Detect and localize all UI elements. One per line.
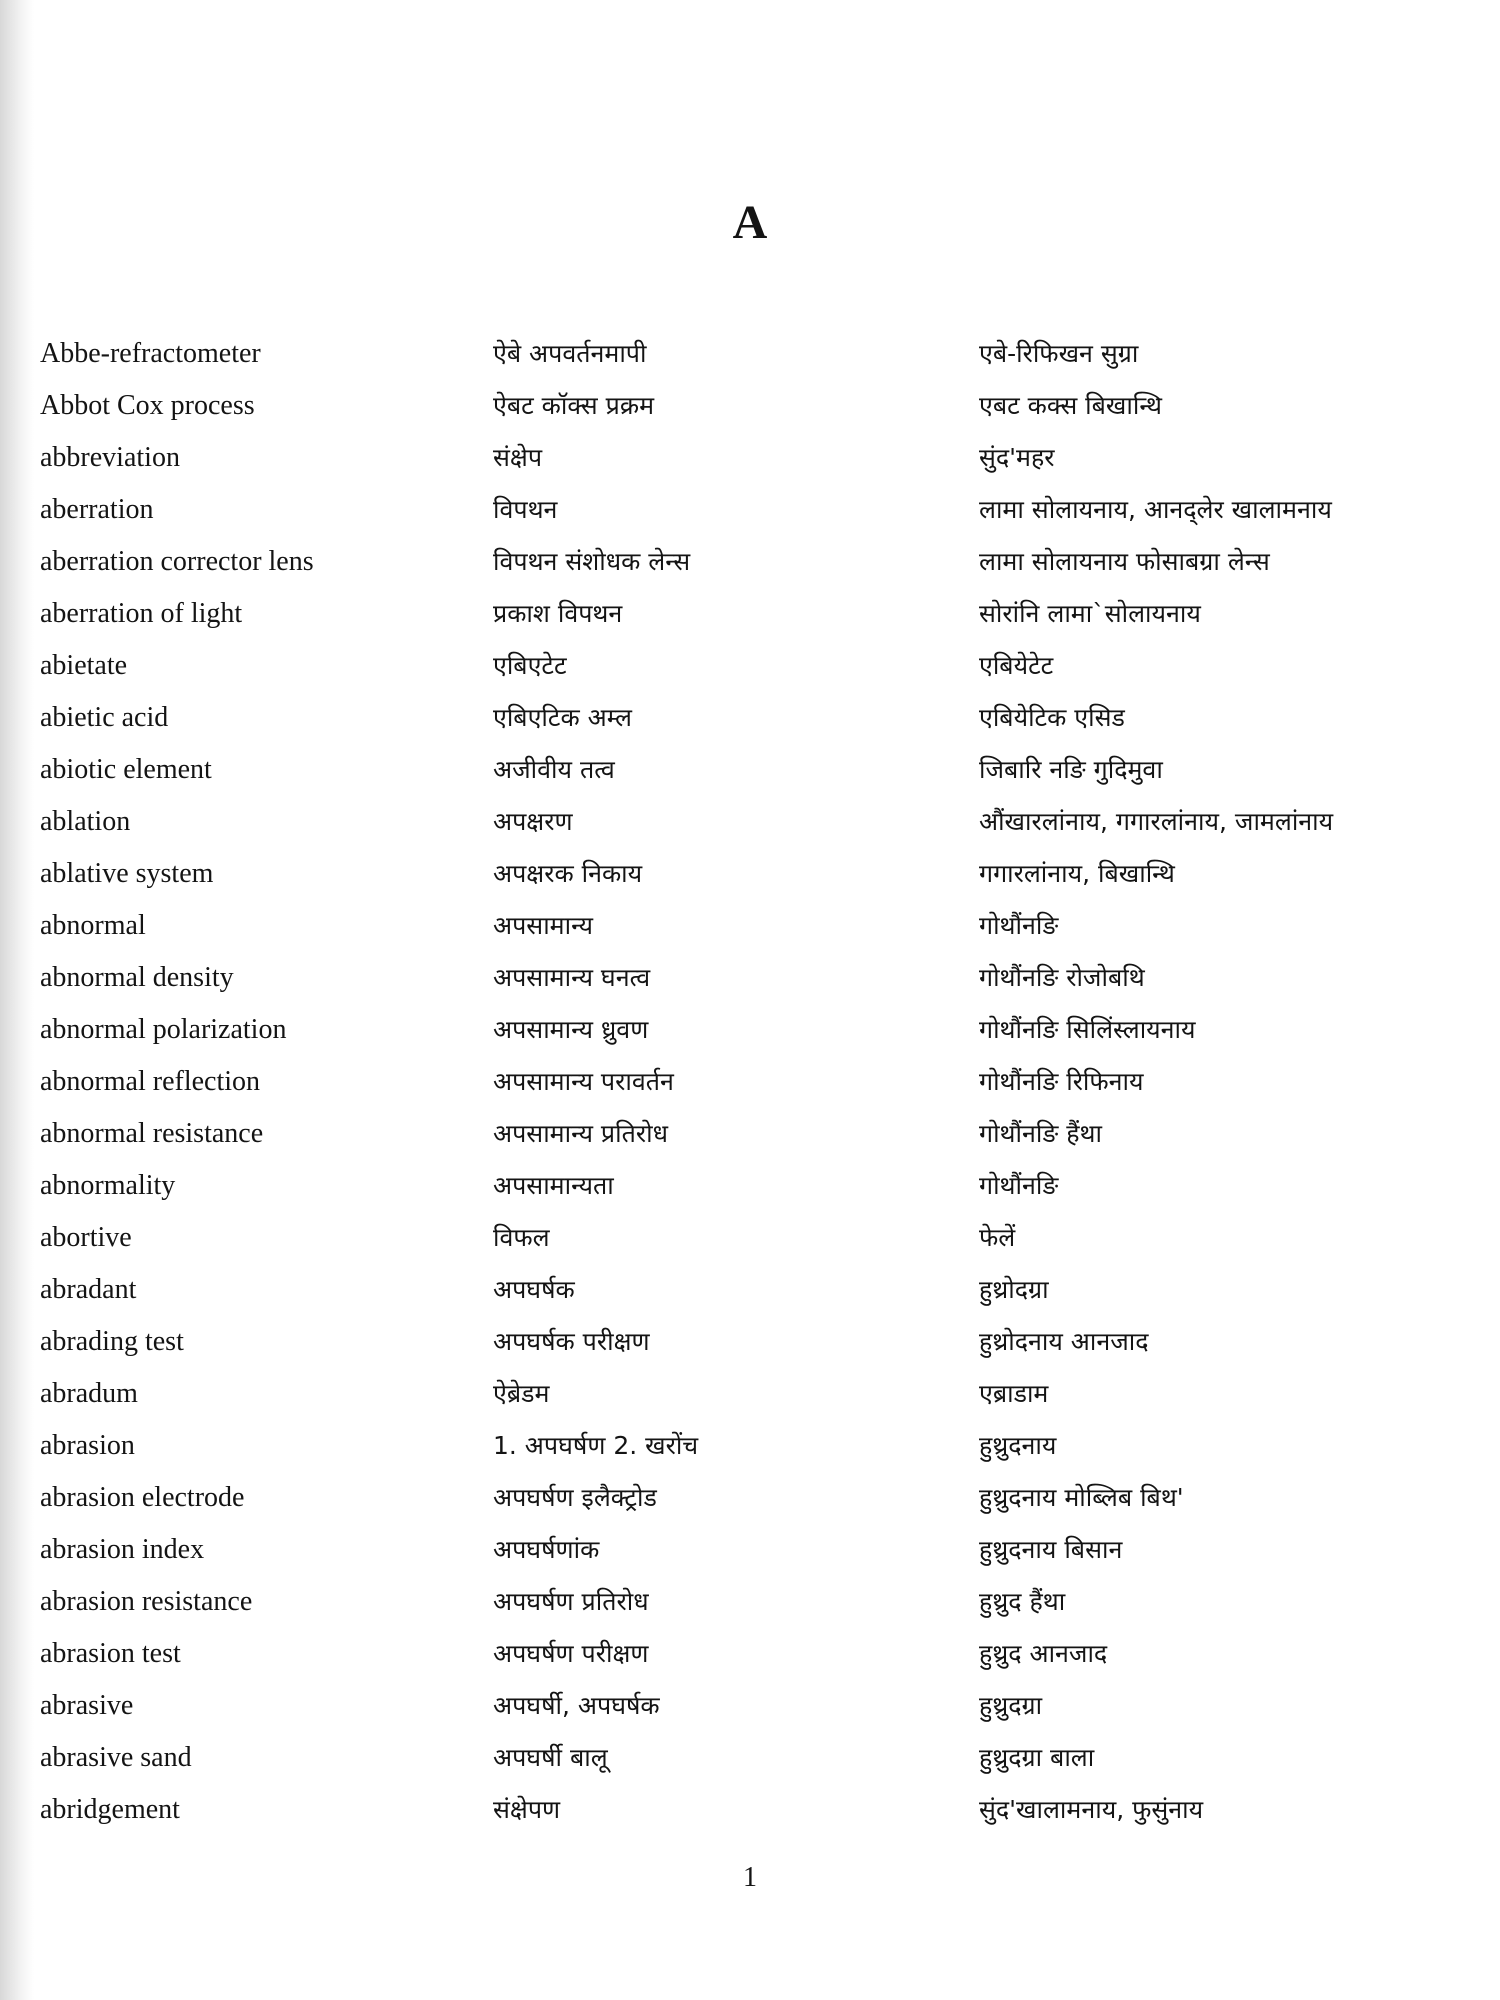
bodo-equivalent: गोथौंनङि सिलिंस्लायनाय bbox=[979, 1015, 1196, 1044]
bodo-equivalent: हुथ्रुदग्रा बाला bbox=[979, 1743, 1095, 1772]
bodo-equivalent: एब्राडाम bbox=[979, 1379, 1049, 1408]
english-term: abrasion test bbox=[40, 1638, 181, 1669]
hindi-equivalent: अपघर्षी बालू bbox=[493, 1743, 608, 1772]
glossary-entry bbox=[0, 484, 1500, 536]
bodo-equivalent: औंखारलांनाय, गगारलांनाय, जामलांनाय bbox=[979, 807, 1334, 836]
hindi-equivalent: 1. अपघर्षण 2. खरोंच bbox=[493, 1431, 699, 1460]
hindi-equivalent: अजीवीय तत्व bbox=[493, 755, 615, 784]
english-term: aberration of light bbox=[40, 598, 243, 629]
hindi-equivalent: प्रकाश विपथन bbox=[493, 599, 623, 628]
bodo-equivalent: हुथ्रोदग्रा bbox=[979, 1275, 1049, 1304]
glossary-entries bbox=[0, 328, 1500, 1836]
english-term: abrasion resistance bbox=[40, 1586, 253, 1617]
bodo-equivalent: गगारलांनाय, बिखान्थि bbox=[979, 859, 1175, 888]
english-term: abrasion index bbox=[40, 1534, 205, 1565]
english-term: abiotic element bbox=[40, 754, 212, 785]
hindi-equivalent: ऐबट कॉक्स प्रक्रम bbox=[493, 391, 655, 420]
glossary-entry bbox=[0, 1420, 1500, 1472]
english-term: ablative system bbox=[40, 858, 214, 889]
bodo-equivalent: हुथ्रुदनाय मोब्लिब बिथ' bbox=[979, 1483, 1184, 1512]
bodo-equivalent: सोरांनि लामा`सोलायनाय bbox=[979, 599, 1201, 628]
hindi-equivalent: ऐबे अपवर्तनमापी bbox=[493, 339, 647, 368]
hindi-equivalent: अपसामान्य परावर्तन bbox=[493, 1067, 674, 1096]
glossary-entry bbox=[0, 1004, 1500, 1056]
glossary-entry bbox=[0, 1576, 1500, 1628]
bodo-equivalent: लामा सोलायनाय, आनद्लेर खालामनाय bbox=[979, 495, 1332, 524]
hindi-equivalent: एबिएटेट bbox=[493, 651, 567, 680]
hindi-equivalent: विफल bbox=[493, 1223, 550, 1252]
glossary-entry bbox=[0, 1368, 1500, 1420]
bodo-equivalent: लामा सोलायनाय फोसाबग्रा लेन्स bbox=[979, 547, 1270, 576]
english-term: aberration corrector lens bbox=[40, 546, 314, 577]
english-term: ablation bbox=[40, 806, 131, 837]
english-term: abradum bbox=[40, 1378, 138, 1409]
glossary-entry bbox=[0, 1212, 1500, 1264]
glossary-entry bbox=[0, 588, 1500, 640]
glossary-entry bbox=[0, 1108, 1500, 1160]
glossary-entry bbox=[0, 1264, 1500, 1316]
glossary-entry bbox=[0, 1524, 1500, 1576]
bodo-equivalent: हुथ्रुदनाय bbox=[979, 1431, 1057, 1460]
glossary-entry bbox=[0, 692, 1500, 744]
glossary-entry bbox=[0, 328, 1500, 380]
bodo-equivalent: फेलें bbox=[979, 1223, 1016, 1252]
english-term: Abbe-refractometer bbox=[40, 338, 261, 369]
english-term: abrasive bbox=[40, 1690, 134, 1721]
glossary-entry bbox=[0, 640, 1500, 692]
bodo-equivalent: हुथ्रुदग्रा bbox=[979, 1691, 1043, 1720]
hindi-equivalent: अपघर्षक परीक्षण bbox=[493, 1327, 650, 1356]
glossary-entry bbox=[0, 1732, 1500, 1784]
bodo-equivalent: गोथौंनङि bbox=[979, 1171, 1059, 1200]
hindi-equivalent: अपघर्षण प्रतिरोध bbox=[493, 1587, 649, 1616]
english-term: abortive bbox=[40, 1222, 132, 1253]
hindi-equivalent: अपक्षरक निकाय bbox=[493, 859, 643, 888]
english-term: abradant bbox=[40, 1274, 137, 1305]
english-term: abbreviation bbox=[40, 442, 180, 473]
hindi-equivalent: अपसामान्य bbox=[493, 911, 593, 940]
hindi-equivalent: विपथन संशोधक लेन्स bbox=[493, 547, 691, 576]
glossary-entry bbox=[0, 1472, 1500, 1524]
bodo-equivalent: हुथ्रुदनाय बिसान bbox=[979, 1535, 1123, 1564]
hindi-equivalent: अपघर्षण परीक्षण bbox=[493, 1639, 649, 1668]
hindi-equivalent: अपक्षरण bbox=[493, 807, 573, 836]
glossary-entry bbox=[0, 1160, 1500, 1212]
bodo-equivalent: गोथौंनङि रिफिनाय bbox=[979, 1067, 1144, 1096]
glossary-entry bbox=[0, 848, 1500, 900]
english-term: aberration bbox=[40, 494, 154, 525]
glossary-entry bbox=[0, 1316, 1500, 1368]
glossary-entry bbox=[0, 380, 1500, 432]
english-term: abrading test bbox=[40, 1326, 184, 1357]
hindi-equivalent: एबिएटिक अम्ल bbox=[493, 703, 632, 732]
hindi-equivalent: अपसामान्य प्रतिरोध bbox=[493, 1119, 668, 1148]
bodo-equivalent: सुंद'खालामनाय, फुसुंनाय bbox=[979, 1795, 1204, 1824]
hindi-equivalent: अपघर्षक bbox=[493, 1275, 575, 1304]
english-term: abnormal polarization bbox=[40, 1014, 287, 1045]
glossary-entry bbox=[0, 900, 1500, 952]
bodo-equivalent: एबियेटेट bbox=[979, 651, 1054, 680]
glossary-entry bbox=[0, 1056, 1500, 1108]
page-letter-heading: A bbox=[732, 196, 768, 249]
english-term: abietate bbox=[40, 650, 128, 681]
bodo-equivalent: एबट कक्स बिखान्थि bbox=[979, 391, 1162, 420]
bodo-equivalent: एबियेटिक एसिड bbox=[979, 703, 1125, 732]
english-term: abnormal bbox=[40, 910, 146, 941]
english-term: abrasion electrode bbox=[40, 1482, 245, 1513]
hindi-equivalent: अपघर्षण इलैक्ट्रोड bbox=[493, 1483, 657, 1512]
english-term: Abbot Cox process bbox=[40, 390, 255, 421]
bodo-equivalent: हुथ्रोदनाय आनजाद bbox=[979, 1327, 1149, 1356]
english-term: abnormal reflection bbox=[40, 1066, 261, 1097]
english-term: abrasion bbox=[40, 1430, 135, 1461]
bodo-equivalent: गोथौंनङि हैंथा bbox=[979, 1119, 1102, 1148]
hindi-equivalent: ऐब्रेडम bbox=[493, 1379, 550, 1408]
hindi-equivalent: संक्षेपण bbox=[493, 1795, 561, 1824]
english-term: abietic acid bbox=[40, 702, 169, 733]
bodo-equivalent: हुथ्रुद आनजाद bbox=[979, 1639, 1108, 1668]
glossary-entry bbox=[0, 796, 1500, 848]
glossary-entry bbox=[0, 1680, 1500, 1732]
english-term: abnormal density bbox=[40, 962, 234, 993]
english-term: abnormality bbox=[40, 1170, 176, 1201]
hindi-equivalent: विपथन bbox=[493, 495, 558, 524]
bodo-equivalent: जिबारि नङि गुदिमुवा bbox=[979, 755, 1163, 784]
english-term: abrasive sand bbox=[40, 1742, 192, 1773]
glossary-entry bbox=[0, 952, 1500, 1004]
glossary-entry bbox=[0, 432, 1500, 484]
glossary-entry bbox=[0, 1628, 1500, 1680]
glossary-entry bbox=[0, 1784, 1500, 1836]
bodo-equivalent: सुंद'महर bbox=[979, 443, 1055, 472]
hindi-equivalent: अपसामान्यता bbox=[493, 1171, 614, 1200]
english-term: abridgement bbox=[40, 1794, 180, 1825]
hindi-equivalent: अपसामान्य घनत्व bbox=[493, 963, 651, 992]
glossary-entry bbox=[0, 536, 1500, 588]
bodo-equivalent: हुथ्रुद हैंथा bbox=[979, 1587, 1066, 1616]
bodo-equivalent: गोथौंनङि bbox=[979, 911, 1059, 940]
bodo-equivalent: गोथौंनङि रोजोबथि bbox=[979, 963, 1145, 992]
english-term: abnormal resistance bbox=[40, 1118, 264, 1149]
hindi-equivalent: संक्षेप bbox=[493, 443, 543, 472]
hindi-equivalent: अपघर्षी, अपघर्षक bbox=[493, 1691, 660, 1720]
page-number: 1 bbox=[743, 1862, 757, 1893]
bodo-equivalent: एबे-रिफिखन सुग्रा bbox=[979, 339, 1139, 368]
hindi-equivalent: अपसामान्य ध्रुवण bbox=[493, 1015, 649, 1044]
hindi-equivalent: अपघर्षणांक bbox=[493, 1535, 600, 1564]
glossary-entry bbox=[0, 744, 1500, 796]
